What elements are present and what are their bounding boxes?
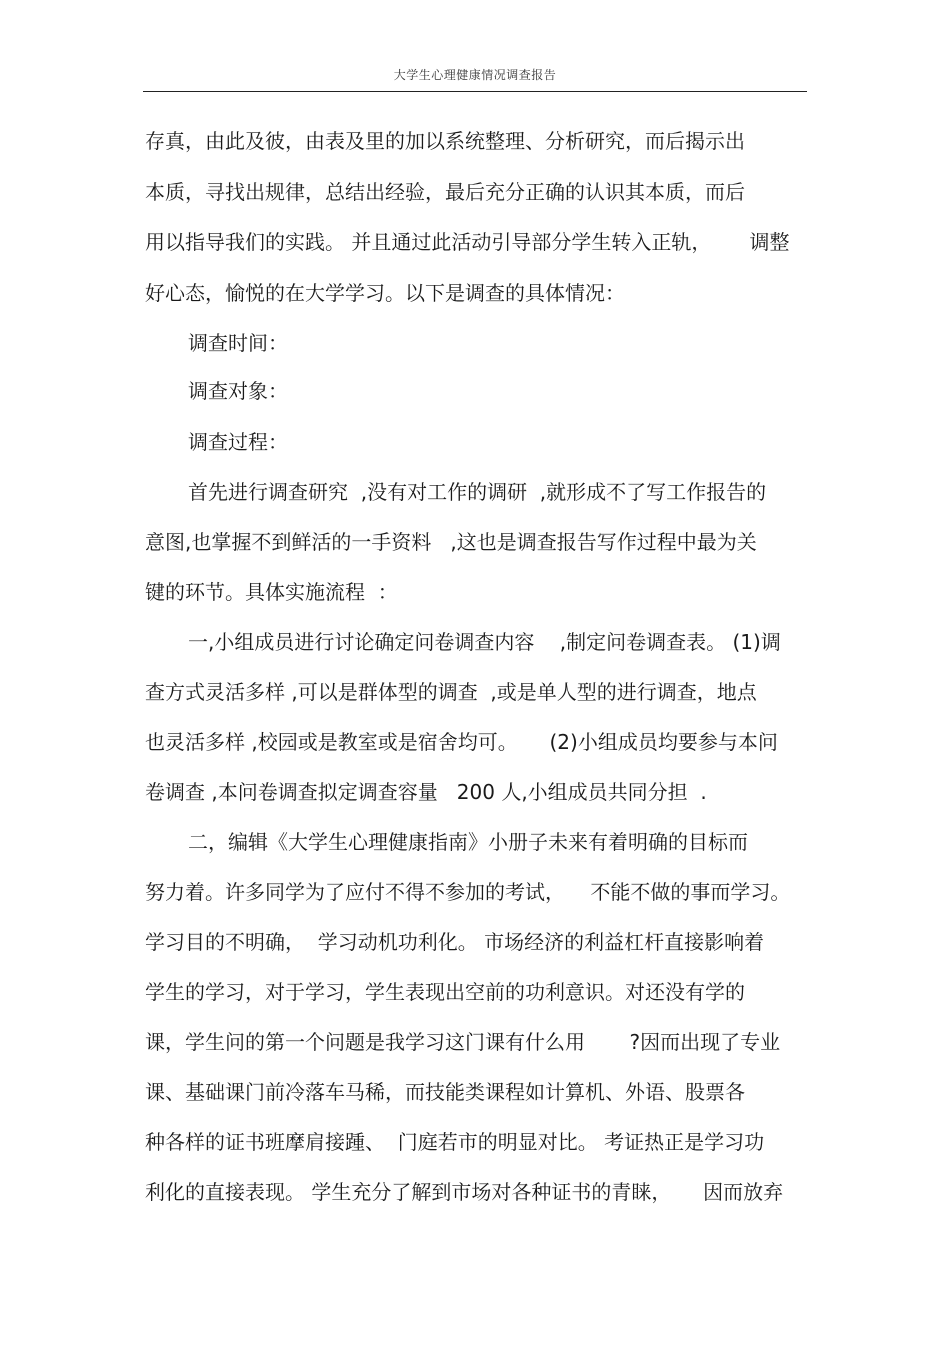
body-line: 调查对象： (188, 379, 288, 403)
body-line: 学生的学习，对于学习，学生表现出空前的功利意识。对还没有学的 (145, 980, 745, 1004)
body-line: 键的环节。具体实施流程 ： (145, 580, 398, 604)
body-line: 用以指导我们的实践。 并且通过此活动引导部分学生转入正轨， 调整 (145, 230, 790, 254)
page-header-title: 大学生心理健康情况调查报告 (393, 68, 557, 82)
body-line: 存真，由此及彼，由表及里的加以系统整理、分析研究，而后揭示出 (145, 129, 745, 153)
body-line: 卷调查 ,本问卷调查拟定调查容量 200 人,小组成员共同分担 . (145, 780, 707, 804)
body-line: 课、基础课门前冷落车马稀，而技能类课程如计算机、外语、股票各 (145, 1080, 745, 1104)
body-line: 本质，寻找出规律，总结出经验，最后充分正确的认识其本质，而后 (145, 180, 745, 204)
body-line: 种各样的证书班摩肩接踵、 门庭若市的明显对比。 考证热正是学习功 (145, 1130, 765, 1154)
body-line: 二，编辑《大学生心理健康指南》小册子未来有着明确的目标而 (188, 830, 748, 854)
body-line: 利化的直接表现。 学生充分了解到市场对各种证书的青睐， 因而放弃 (145, 1180, 784, 1204)
body-line: 课，学生问的第一个问题是我学习这门课有什么用 ?因而出现了专业 (145, 1030, 781, 1054)
body-line: 首先进行调查研究 ,没有对工作的调研 ,就形成不了写工作报告的 (188, 480, 767, 504)
header-divider (143, 91, 807, 92)
body-line: 学习目的不明确， 学习动机功利化。 市场经济的利益杠杆直接影响着 (145, 930, 765, 954)
body-line: 调查过程： (188, 430, 288, 454)
body-line: 努力着。许多同学为了应付不得不参加的考试， 不能不做的事而学习。 (145, 880, 791, 904)
body-line: 查方式灵活多样 ,可以是群体型的调查 ,或是单人型的进行调查，地点 (145, 680, 757, 704)
body-line: 好心态，愉悦的在大学学习。以下是调查的具体情况： (145, 281, 625, 305)
body-line: 意图,也掌握不到鲜活的一手资料 ,这也是调查报告写作过程中最为关 (145, 530, 757, 554)
body-line: 一,小组成员进行讨论确定问卷调查内容 ,制定问卷调查表。 (1)调 (188, 630, 781, 654)
body-line: 也灵活多样 ,校园或是教室或是宿舍均可。 (2)小组成员均要参与本问 (145, 730, 778, 754)
body-line: 调查时间： (188, 331, 288, 355)
